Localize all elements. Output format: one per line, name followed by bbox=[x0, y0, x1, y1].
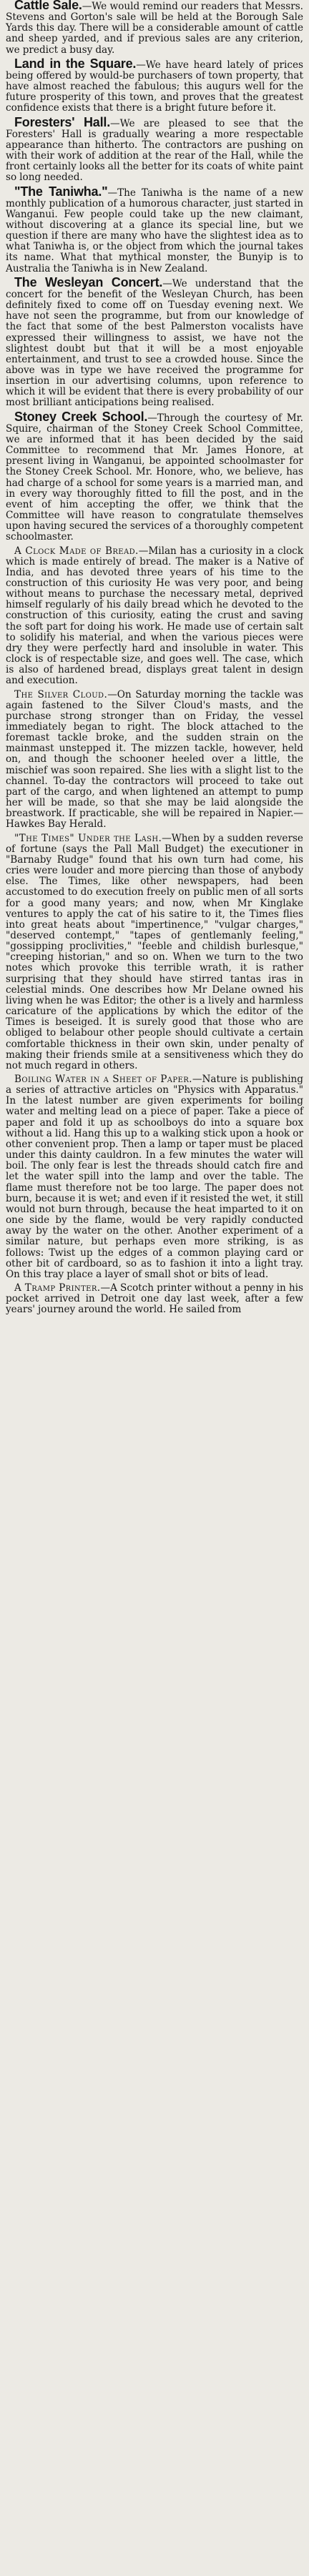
article-body: —The Taniwha is the name of a new monthly publication of a humorous character, just started in Wanganui. Few people could take up the new claimant, without discovering at a glance its special line, but we question if there are many who have the slightest idea as to what Taniwha is, or the object from which the journal takes its name. What that mythical monster, the Bunyip is to Australia the Taniwha is in New Zealand. bbox=[6, 187, 303, 274]
article-paragraph bbox=[6, 690, 303, 831]
article-paragraph bbox=[6, 546, 303, 687]
article-paragraph bbox=[6, 56, 303, 114]
article-paragraph bbox=[6, 274, 303, 409]
article-paragraph bbox=[6, 1074, 303, 1280]
article-heading: "The Taniwha." bbox=[14, 184, 108, 199]
article-body: —We have heard lately of prices being offered by would-be purchasers of town property, that have almost reached the fabulous; this augurs well for the future prosperity of this town, and proves that the greatest confidence exists that there is a bright future before it. bbox=[6, 59, 303, 114]
article-body: —We would remind our readers that Messrs. Stevens and Gorton's sale will be held at the Borough Sale Yards this day. There will be a considerable amount of cattle and sheep yarded, and if previous sales are any criterion, we predict a busy day. bbox=[6, 1, 304, 56]
article-heading: Foresters' Hall. bbox=[14, 114, 111, 129]
article-paragraph bbox=[6, 409, 303, 543]
article-heading: Land in the Square. bbox=[14, 56, 137, 71]
article-body: —A Scotch printer without a penny in his pocket arrived in Detroit one day last week, after a few years' journey around the world. He sailed from bbox=[6, 1282, 303, 1316]
article-paragraph bbox=[6, 184, 303, 274]
article-body: —Milan has a curiosity in a clock which is made entirely of bread. The maker is a Native of India, and has devoted three years of his time to the construction of this curiosity He was very poor, and being without means to purchase the necessary metal, deprived himself regularly of his daily bread which he devoted to the construction of this curiosity, eating the crust and saving the soft part for doing his work. He made use of certain salt to solidify his material, and when the various pieces were dry they were perfectly hard and insoluble in water. This clock is of respectable size, and goes well. The case, which is also of hardened bread, displays great talent in design and execution. bbox=[6, 545, 304, 687]
article-body: —We understand that the concert for the benefit of the Wesleyan Church, has been definitely fixed to come off on Tuesday evening next. We have not seen the programme, but from our knowledge of the fact that some of the best Palmerston vocalists have expressed their willingness to assist, we have not the slightest doubt but that it will be a most enjoyable entertainment, and trust to see a crowded house. Since the above was in type we have received the programme for insertion in our advertising columns, upon reference to which it will be evident that there is every probability of our most brilliant anticipations being realised. bbox=[6, 277, 303, 409]
article-body: —Through the courtesy of Mr. Squire, chairman of the Stoney Creek School Committee, we are informed that it has been decided by the said Committee to recommend that Mr. James Honore, at present living in Wanganui, be appointed schoolmaster for the Stoney Creek School. Mr. Honore, who, we believe, has had charge of a school for some years is a married man, and in every way thoroughly fitted to fill the post, and in the event of him accepting the offer, we think that the Committee will have reason to congratulate themselves upon having secured the services of a thoroughly competent schoolmaster. bbox=[6, 412, 303, 543]
article-heading: "The Times" Under the Lash. bbox=[14, 832, 162, 844]
article-body: —When by a sudden reverse of fortune (says the Pall Mall Budget) the executioner in "Barnaby Rudge" found that his own turn had come, his cries were louder and more piercing than those of anybody else. The Times, like other newspapers, had been accustomed to do execution freely on public men of all sorts for a good many years; and now, when Mr Kinglake ventures to apply the cat of his satire to it, the Times flies into great heats about "impertinence," "vulgar charges," "deserved contempt," "tapes of gentlemanly feeling," "gossipping proclivities," "feeble and childish burlesque," "creeping historian," and so on. When we turn to the two notes which provoke this terrible wrath, it is rather surprising that they should have stirred tantas iras in celestial minds. One describes how Mr Delane owned his living when he was Editor; the other is a lively and harmless caricature of the applications by which the editor of the Times is beseiged. It is surely good that those who are obliged to belabour other people should cultivate a certain comfortable thickness in their own skin, under penalty of making their friends smile at a sensitiveness which they do not much regard in others. bbox=[6, 832, 303, 1071]
article-heading: Cattle Sale. bbox=[14, 0, 82, 12]
article-paragraph bbox=[6, 1283, 303, 1315]
article-heading: The Wesleyan Concert. bbox=[14, 274, 163, 289]
article-heading: A Clock Made of Bread. bbox=[14, 545, 139, 557]
article-body: —We are pleased to see that the Foresters' Hall is gradually wearing a more respectable appearance than hitherto. The contractors are pushing on with their work of addition at the rear of the Hall, while the front certainly looks all the better for its coats of white paint so long needed. bbox=[6, 117, 303, 184]
article-heading: Boiling Water in a Sheet of Paper. bbox=[14, 1074, 192, 1085]
article-body: —On Saturday morning the tackle was again fastened to the Silver Cloud's masts, and the purchase strong stronger than on Friday, the vessel immediately began to right. The block attached to the foremast tackle broke, and the sudden strain on the mainmast unstepped it. The mizzen tackle, however, held on, and though the schooner heeled over a little, the mischief was soon repaired. She lies with a slight list to the channel. To-day the contractors will proceed to take out part of the cargo, and when lightened an attempt to pump her will be made, so that she may be laid alongside the breastwork. If practicable, she will be repaired in Napier.—Hawkes Bay Herald. bbox=[6, 688, 303, 831]
article-heading: A Tramp Printer. bbox=[14, 1282, 101, 1294]
article-paragraph bbox=[6, 833, 303, 1071]
article-body: —Nature is publishing a series of attractive articles on "Physics with Apparatus." In the latest number are given experiments for boiling water and melting lead on a piece of paper. Take a piece of paper and fold it up as schoolboys do into a square box without a lid. Hang this up to a walking stick upon a hook or other convenient prop. Then a lamp or taper must be placed under this dainty cauldron. In a few minutes the water will boil. The only fear is lest the threads should catch fire and let the water spill into the lamp and over the table. The flame must therefore not be too large. The paper does not burn, because it is wet; and even if it resisted the wet, it still would not burn through, because the heat imparted to it on one side by the flame, would be very rapidly conducted away by the water on the other. Another experiment of a similar nature, but perhaps even more striking, is as follows: Twist up the edges of a common playing card or other bit of cardboard, so as to fashion it into a light tray. On this tray place a layer of small shot or bits of lead. bbox=[6, 1074, 303, 1280]
article-heading: Stoney Creek School. bbox=[14, 409, 148, 424]
article-paragraph bbox=[6, 0, 303, 56]
article-paragraph bbox=[6, 114, 303, 184]
article-heading: The Silver Cloud. bbox=[14, 688, 108, 700]
